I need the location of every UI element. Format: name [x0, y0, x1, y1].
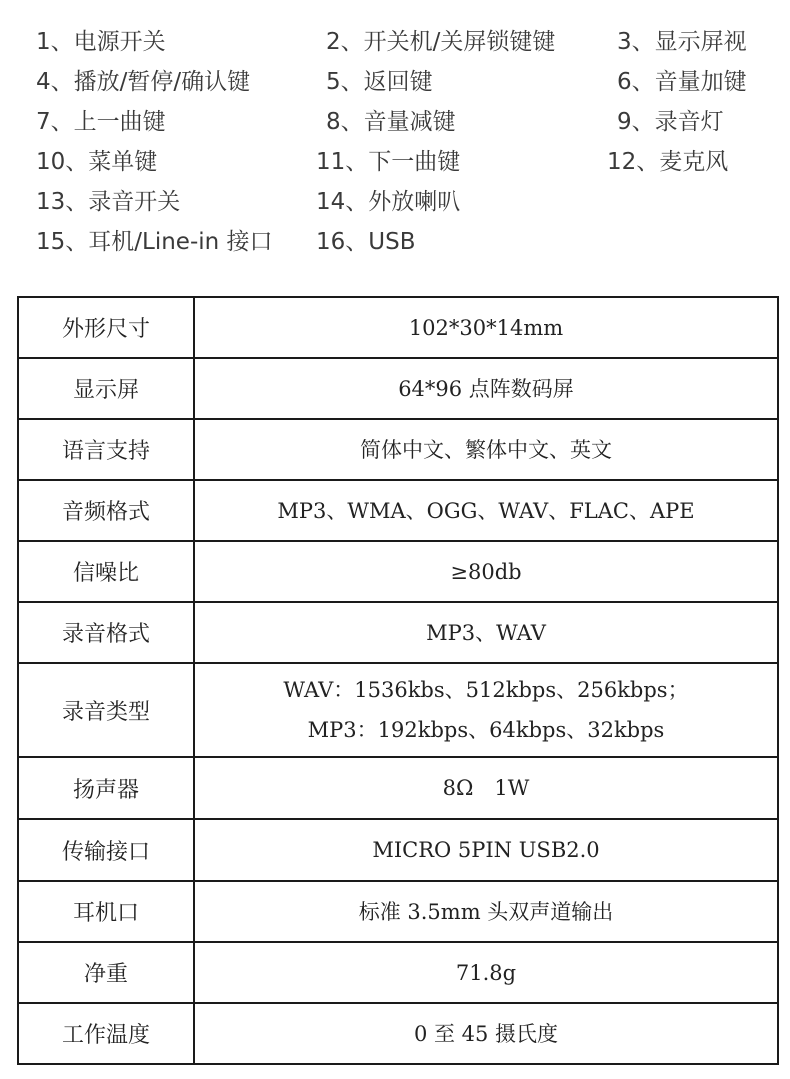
spec-value: [194, 1003, 778, 1064]
legend-item: 11、下一曲键: [316, 149, 461, 175]
spec-value-line: MP3、WMA、OGG、WAV、FLAC、APE: [277, 498, 695, 523]
spec-value-line: 简体中文、繁体中文、英文: [360, 437, 612, 462]
legend-item: 1、电源开关: [36, 29, 166, 55]
spec-value-line: 8Ω 1W: [442, 776, 530, 800]
spec-label: 净重: [18, 942, 194, 1003]
legend-item: 4、播放/暂停/确认键: [36, 69, 251, 95]
spec-value: [194, 757, 778, 819]
legend-item: 3、显示屏视: [617, 29, 747, 55]
spec-label: 录音类型: [18, 663, 194, 757]
legend-item: 8、音量减键: [326, 109, 456, 135]
spec-value: [194, 480, 778, 541]
spec-value-line: 71.8g: [455, 960, 517, 985]
spec-label: 耳机口: [18, 881, 194, 942]
legend-item: 7、上一曲键: [36, 109, 166, 135]
table-row: [18, 297, 778, 358]
table-row: [18, 480, 778, 541]
spec-value-line: MICRO 5PIN USB2.0: [372, 838, 600, 862]
spec-value-line: MP3、WAV: [426, 620, 546, 645]
legend-item: 14、外放喇叭: [316, 189, 461, 215]
table-row: [18, 757, 778, 819]
legend-item: 13、录音开关: [36, 189, 181, 215]
spec-value-line: 标准 3.5mm 头双声道输出: [358, 899, 614, 924]
legend-item: 15、耳机/Line-in 接口: [36, 229, 273, 255]
spec-value: [194, 358, 778, 419]
table-row: [18, 819, 778, 881]
spec-value: [194, 819, 778, 881]
spec-label: 工作温度: [18, 1003, 194, 1064]
legend-item: 2、开关机/关屏锁键键: [326, 29, 556, 55]
spec-label: 显示屏: [18, 358, 194, 419]
spec-label: 信噪比: [18, 541, 194, 602]
legend-item: 10、菜单键: [36, 149, 158, 175]
component-legend: [0, 22, 790, 262]
table-row: [18, 663, 778, 757]
spec-table: [17, 296, 779, 1065]
legend-item: 16、USB: [316, 229, 416, 255]
spec-value-line: WAV：1536kbs、512kbps、256kbps；: [283, 678, 689, 702]
table-row: [18, 1003, 778, 1064]
spec-value-line: 0 至 45 摄氏度: [413, 1021, 559, 1046]
spec-value-line: 102*30*14mm: [408, 315, 564, 340]
spec-label: 音频格式: [18, 480, 194, 541]
table-row: [18, 419, 778, 480]
spec-value: [194, 881, 778, 942]
spec-value-line: MP3：192kbps、64kbps、32kbps: [307, 718, 665, 742]
legend-item: 6、音量加键: [617, 69, 747, 95]
legend-item: 9、录音灯: [617, 109, 724, 135]
spec-value: [194, 942, 778, 1003]
spec-value: [194, 541, 778, 602]
spec-label: 语言支持: [18, 419, 194, 480]
spec-value-line: ≥80db: [450, 559, 522, 584]
spec-value: [194, 602, 778, 663]
table-row: [18, 881, 778, 942]
table-row: [18, 602, 778, 663]
spec-label: 外形尺寸: [18, 297, 194, 358]
spec-value: [194, 297, 778, 358]
spec-value: [194, 663, 778, 757]
spec-table-body: [18, 297, 778, 1064]
spec-label: 扬声器: [18, 757, 194, 819]
spec-label: 传输接口: [18, 819, 194, 881]
table-row: [18, 541, 778, 602]
legend-item: 12、麦克风: [607, 149, 729, 175]
spec-value: [194, 419, 778, 480]
legend-item: 5、返回键: [326, 69, 433, 95]
spec-label: 录音格式: [18, 602, 194, 663]
table-row: [18, 942, 778, 1003]
table-row: [18, 358, 778, 419]
spec-value-line: 64*96 点阵数码屏: [398, 376, 574, 401]
